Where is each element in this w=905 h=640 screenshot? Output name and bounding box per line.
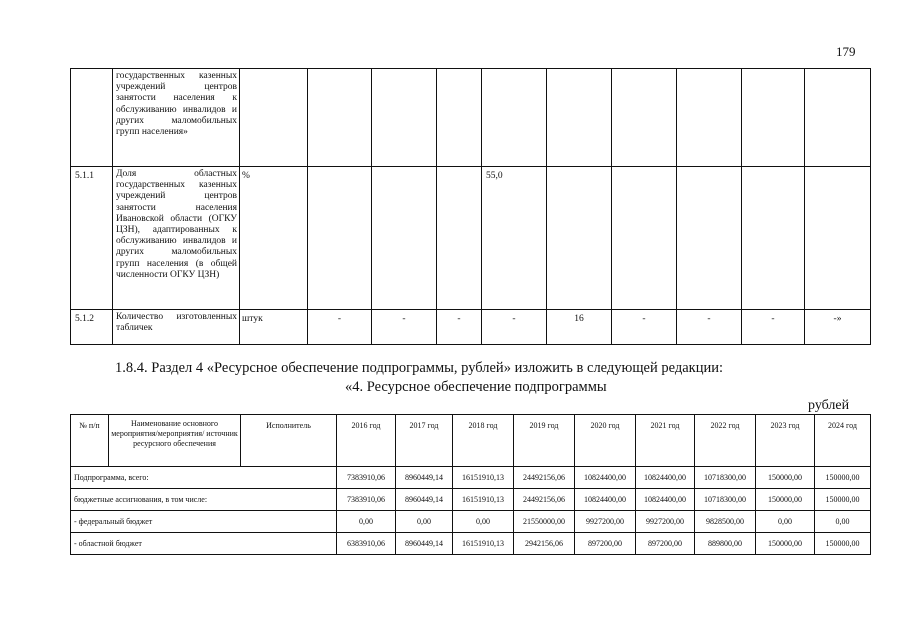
table-cell (71, 69, 113, 167)
amount-cell: 16151910,13 (453, 489, 514, 511)
value-cell (805, 167, 871, 310)
table-cell (547, 69, 612, 167)
amount-cell: 0,00 (756, 511, 815, 533)
column-header-executor: Исполнитель (241, 415, 337, 467)
table-cell (482, 69, 547, 167)
amount-cell: 16151910,13 (453, 533, 514, 555)
amount-cell: 0,00 (337, 511, 396, 533)
value-cell (612, 167, 677, 310)
table-row (71, 533, 871, 555)
amount-cell: 150000,00 (815, 533, 871, 555)
column-header-year: 2017 год (396, 415, 453, 467)
table-cell (437, 69, 482, 167)
table-cell (805, 69, 871, 167)
column-header-year: 2024 год (815, 415, 871, 467)
value-cell: - (308, 310, 372, 345)
amount-cell: 7383910,06 (337, 467, 396, 489)
amount-cell: 8960449,14 (396, 533, 453, 555)
amount-cell: 16151910,13 (453, 467, 514, 489)
indicator-name-continued: государственных казенных учреждений центров занятости населения к обслуживанию инвалидов и других маломобильных групп населения» (113, 69, 240, 167)
row-label: бюджетные ассигнования, в том числе: (71, 489, 337, 511)
section-title: «4. Ресурсное обеспечение подпрограммы (345, 379, 607, 395)
column-header-year: 2018 год (453, 415, 514, 467)
table-row (71, 511, 871, 533)
column-header-year: 2022 год (695, 415, 756, 467)
value-cell: -» (805, 310, 871, 345)
value-cell: - (482, 310, 547, 345)
amount-cell: 0,00 (815, 511, 871, 533)
row-label: Подпрограмма, всего: (71, 467, 337, 489)
column-header-name: Наименование основного мероприятия/мероприятия/ источник ресурсного обеспечения (109, 415, 241, 467)
value-cell (677, 167, 742, 310)
amount-cell: 21550000,00 (514, 511, 575, 533)
indicator-name: Количество изготовленных табличек (113, 310, 240, 345)
amount-cell: 889800,00 (695, 533, 756, 555)
value-cell: - (742, 310, 805, 345)
amount-cell: 10824400,00 (575, 467, 636, 489)
amount-cell: 10824400,00 (636, 489, 695, 511)
amount-cell: 9927200,00 (636, 511, 695, 533)
column-header-num: № п/п (71, 415, 109, 467)
table-cell (240, 69, 308, 167)
unit-cell: штук (240, 310, 308, 345)
amount-cell: 8960449,14 (396, 467, 453, 489)
amount-cell: 150000,00 (815, 489, 871, 511)
table-cell (372, 69, 437, 167)
row-label: - федеральный бюджет (71, 511, 337, 533)
amount-cell: 150000,00 (756, 533, 815, 555)
table-cell (308, 69, 372, 167)
unit-cell: % (240, 167, 308, 310)
indicators-table (70, 68, 871, 345)
table-cell (677, 69, 742, 167)
amount-cell: 9927200,00 (575, 511, 636, 533)
amendment-heading: 1.8.4. Раздел 4 «Ресурсное обеспечение подпрограммы, рублей» изложить в следующей редакции: (115, 360, 724, 376)
table-header-row (71, 415, 871, 467)
amount-cell: 10718300,00 (695, 467, 756, 489)
value-cell (437, 167, 482, 310)
amount-cell: 2942156,06 (514, 533, 575, 555)
amount-cell: 150000,00 (756, 489, 815, 511)
value-cell: 16 (547, 310, 612, 345)
amount-cell: 6383910,06 (337, 533, 396, 555)
table-row (71, 69, 871, 167)
value-cell: - (677, 310, 742, 345)
amount-cell: 0,00 (396, 511, 453, 533)
amount-cell: 150000,00 (815, 467, 871, 489)
amount-cell: 10718300,00 (695, 489, 756, 511)
table-cell (742, 69, 805, 167)
amount-cell: 24492156,06 (514, 489, 575, 511)
row-number: 5.1.2 (71, 310, 113, 345)
units-label: рублей (808, 398, 850, 413)
value-cell (372, 167, 437, 310)
amount-cell: 10824400,00 (575, 489, 636, 511)
amount-cell: 150000,00 (756, 467, 815, 489)
value-cell: - (612, 310, 677, 345)
page-number: 179 (836, 44, 856, 59)
resource-table (70, 414, 871, 555)
value-cell (742, 167, 805, 310)
amount-cell: 897200,00 (636, 533, 695, 555)
value-cell (547, 167, 612, 310)
value-cell: 55,0 (482, 167, 547, 310)
table-cell (612, 69, 677, 167)
amount-cell: 10824400,00 (636, 467, 695, 489)
amount-cell: 0,00 (453, 511, 514, 533)
amount-cell: 8960449,14 (396, 489, 453, 511)
column-header-year: 2023 год (756, 415, 815, 467)
table-row (71, 489, 871, 511)
column-header-year: 2020 год (575, 415, 636, 467)
value-cell: - (372, 310, 437, 345)
amount-cell: 24492156,06 (514, 467, 575, 489)
table-row (71, 467, 871, 489)
value-cell (308, 167, 372, 310)
indicator-name: Доля областных государственных казенных учреждений центров занятости населения Ивановской области (ОГКУ ЦЗН), адаптированных к обслуживанию инвалидов и других маломобильных групп населения (в общей численности ОГКУ ЦЗН) (113, 167, 240, 310)
amount-cell: 897200,00 (575, 533, 636, 555)
row-label: - областной бюджет (71, 533, 337, 555)
amount-cell: 9828500,00 (695, 511, 756, 533)
column-header-year: 2021 год (636, 415, 695, 467)
amount-cell: 7383910,06 (337, 489, 396, 511)
table-row (71, 167, 871, 310)
value-cell: - (437, 310, 482, 345)
column-header-year: 2016 год (337, 415, 396, 467)
table-row (71, 310, 871, 345)
row-number: 5.1.1 (71, 167, 113, 310)
column-header-year: 2019 год (514, 415, 575, 467)
